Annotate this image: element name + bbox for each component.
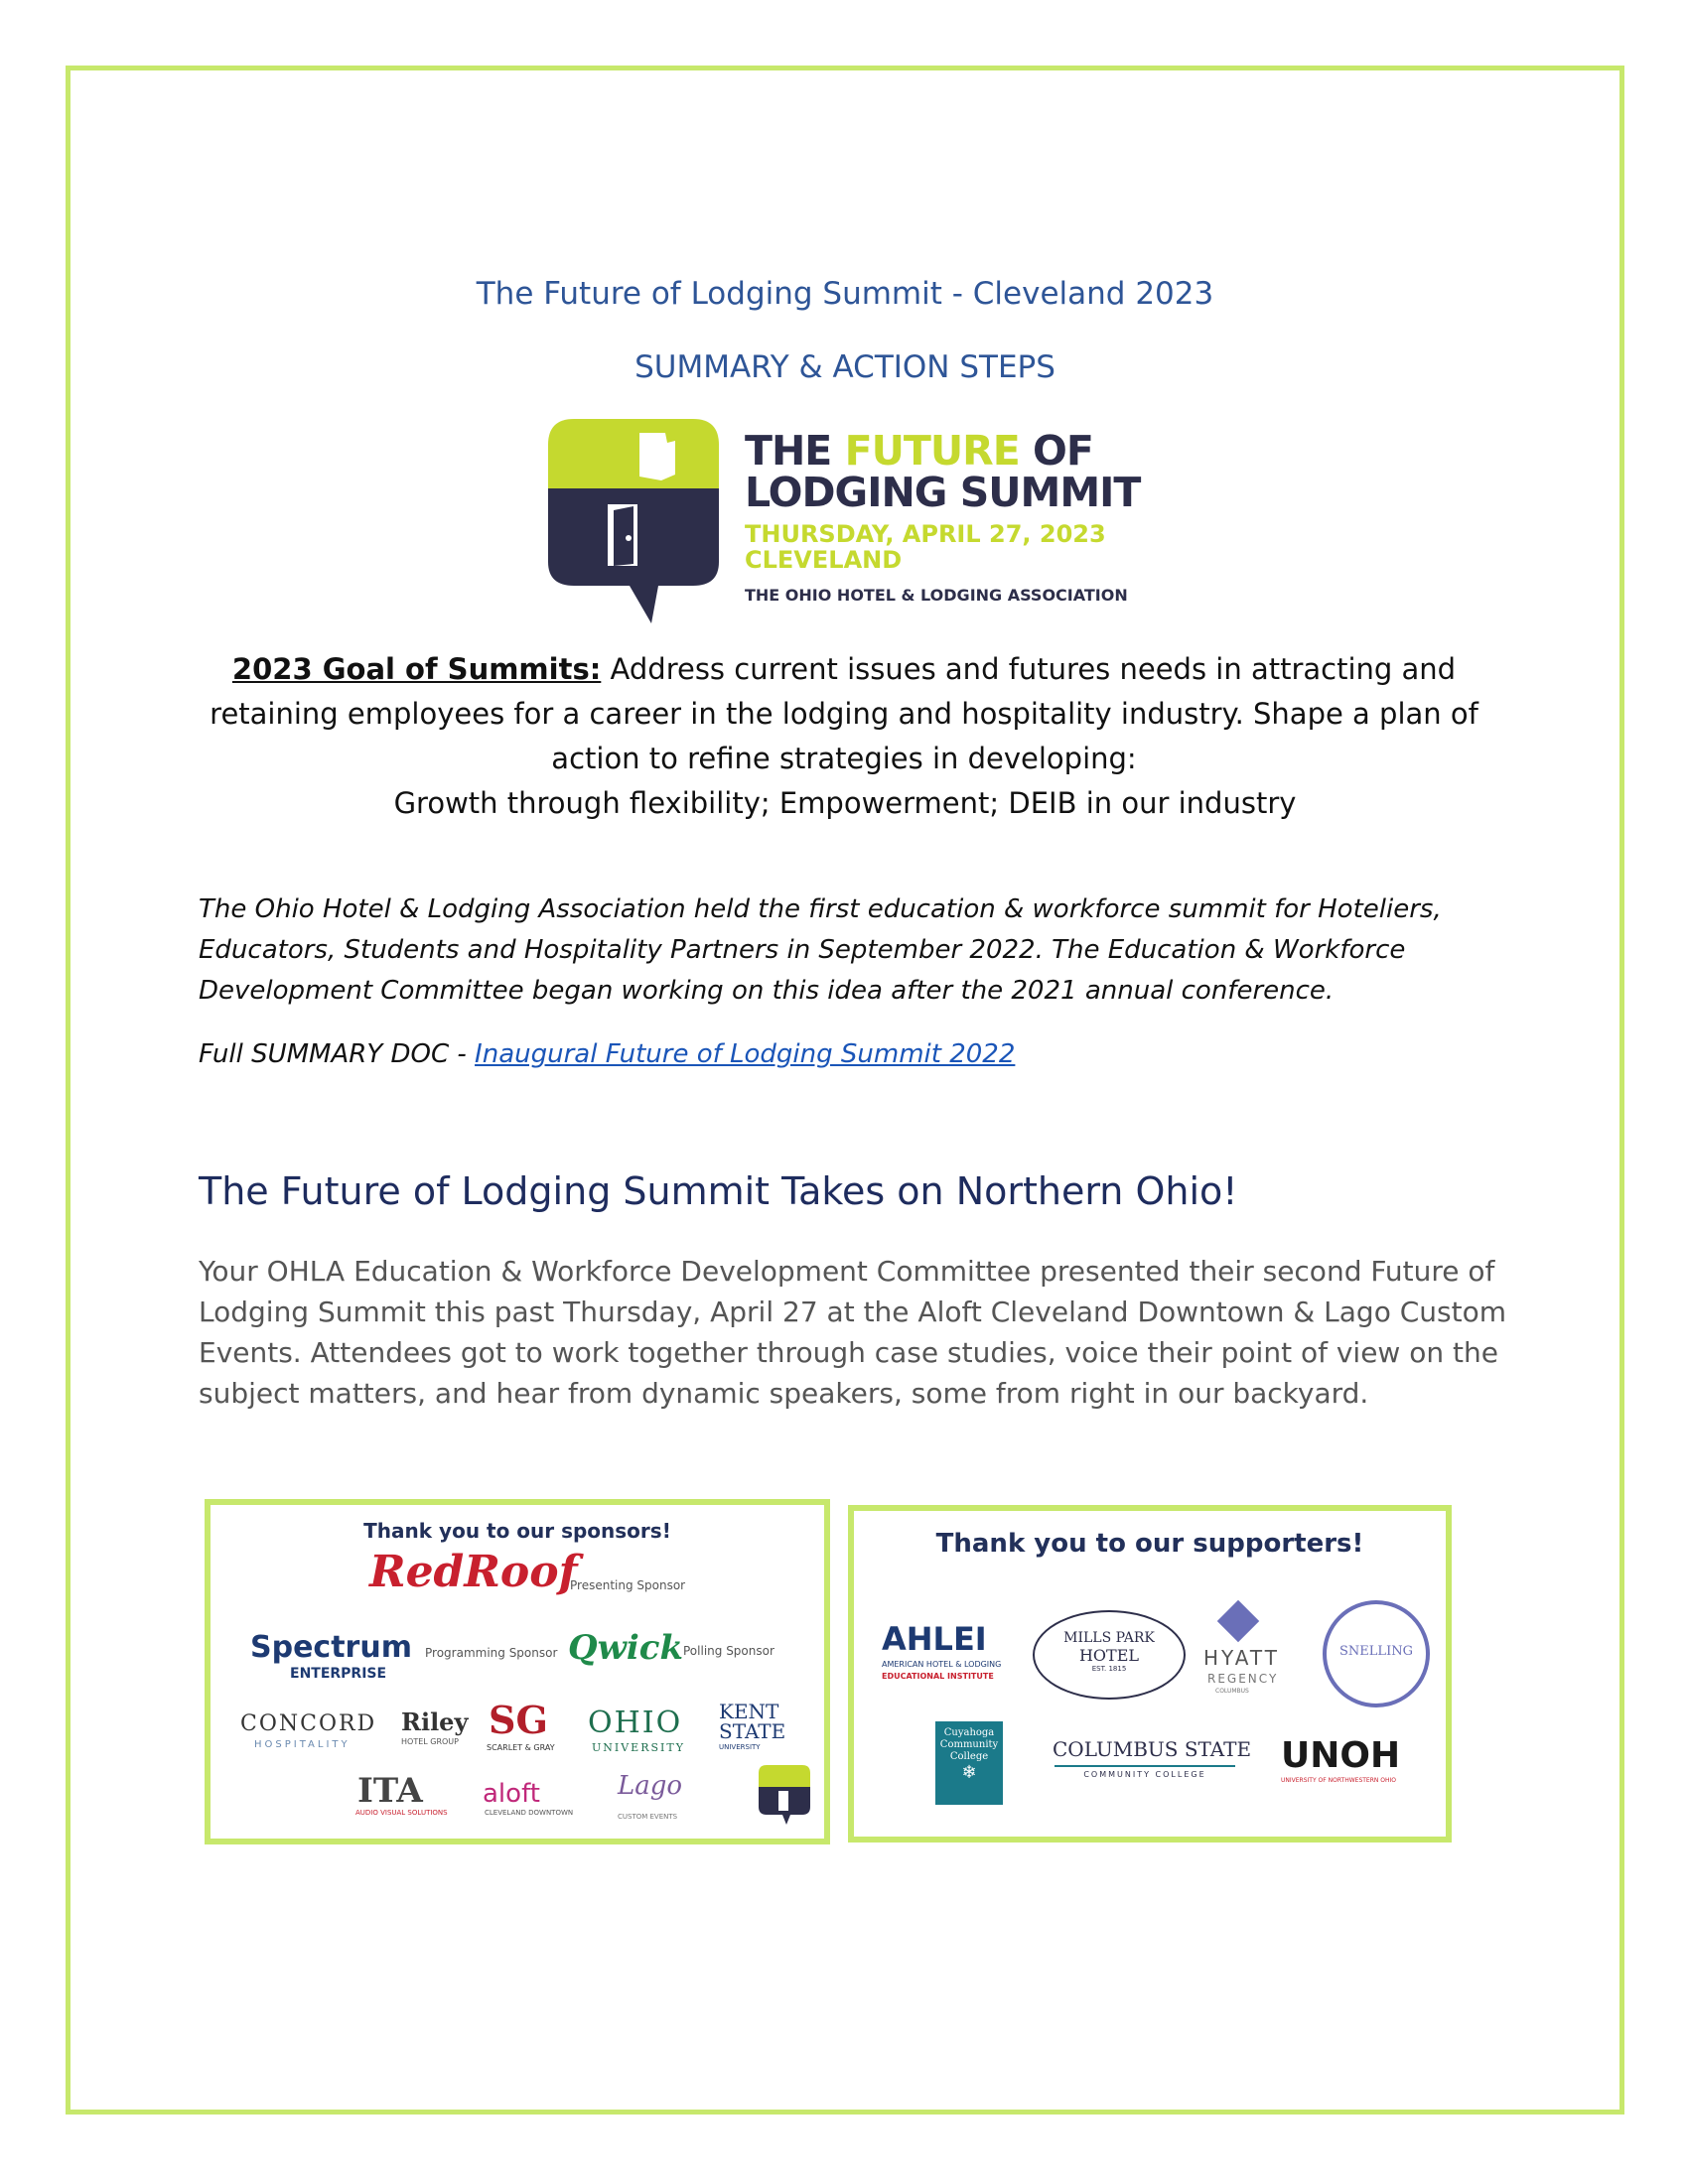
supporters-panel: [848, 1505, 1452, 1843]
lago-logo: Lago: [618, 1771, 683, 1801]
intro-line-1: The Ohio Hotel & Lodging Association held the first education & workforce summit for Hoteliers,: [199, 894, 1442, 924]
riley-logo: Riley: [401, 1707, 469, 1736]
full-summary-line: [199, 1034, 1015, 1075]
presenting-sponsor-label: Presenting Sponsor: [570, 1578, 686, 1592]
supporters-title: Thank you to our supporters!: [935, 1529, 1364, 1559]
logo-line1: THE FUTURE OF: [745, 427, 1093, 475]
unoh-logo: UNOH: [1281, 1735, 1401, 1776]
summit-mini-icon: [757, 1763, 812, 1825]
columbus-state-sub: COMMUNITY COLLEGE: [1055, 1765, 1235, 1779]
aloft-sub: CLEVELAND DOWNTOWN: [485, 1809, 574, 1817]
logo-date: THURSDAY, APRIL 27, 2023: [745, 520, 1106, 548]
ahlei-logo: AHLEI: [882, 1620, 987, 1658]
ita-logo: ITA: [357, 1771, 423, 1811]
columbus-state-logo: COLUMBUS STATE: [1053, 1737, 1252, 1761]
riley-sub: HOTEL GROUP: [401, 1737, 459, 1746]
full-summary-prefix: Full SUMMARY DOC -: [199, 1039, 476, 1069]
ohio-university-sub: UNIVERSITY: [592, 1741, 685, 1754]
ita-sub: AUDIO VISUAL SOLUTIONS: [355, 1809, 448, 1817]
snelling-logo: SNELLING: [1323, 1600, 1430, 1707]
summit-logo: [544, 415, 1140, 625]
goal-focus-areas: Growth through flexibility; Empowerment; DEIB in our industry: [393, 786, 1297, 820]
logo-city: CLEVELAND: [745, 546, 903, 574]
concord-sub: HOSPITALITY: [254, 1739, 351, 1750]
section-heading: The Future of Lodging Summit Takes on Northern Ohio!: [199, 1169, 1238, 1213]
speech-bubble-door-icon: [544, 415, 723, 625]
sponsors-panel: [205, 1499, 830, 1844]
logo-line2: LODGING SUMMIT: [745, 469, 1141, 516]
hyatt-sub-2: COLUMBUS: [1215, 1688, 1249, 1695]
hyatt-diamond-icon: [1217, 1600, 1259, 1642]
ahlei-sub-1: AMERICAN HOTEL & LODGING: [882, 1660, 1002, 1669]
document-title: The Future of Lodging Summit - Cleveland 2023: [476, 276, 1214, 312]
goal-paragraph: [199, 647, 1489, 781]
polling-sponsor-label: Polling Sponsor: [683, 1644, 774, 1658]
programming-sponsor-label: Programming Sponsor: [425, 1646, 558, 1660]
spectrum-enterprise: ENTERPRISE: [290, 1666, 387, 1682]
logo-org: THE OHIO HOTEL & LODGING ASSOCIATION: [745, 586, 1128, 605]
lago-sub: CUSTOM EVENTS: [618, 1813, 678, 1821]
concord-logo: CONCORD: [240, 1711, 377, 1736]
aloft-logo: aloft: [483, 1779, 540, 1809]
kent-state-sub: UNIVERSITY: [719, 1743, 761, 1751]
scarlet-gray-sub: SCARLET & GRAY: [487, 1743, 555, 1752]
hyatt-logo: HYATT: [1203, 1646, 1280, 1670]
inaugural-summit-link[interactable]: Inaugural Future of Lodging Summit 2022: [475, 1039, 1016, 1069]
ohio-university-logo: OHIO: [588, 1706, 683, 1740]
ahlei-sub-2: EDUCATIONAL INSTITUTE: [882, 1672, 994, 1681]
section-line-2: Lodging Summit this past Thursday, April 27 at the Aloft Cleveland Downtown & Lago Custom: [199, 1296, 1506, 1328]
intro-line-3: Development Committee began working on this idea after the 2021 annual conference.: [199, 976, 1335, 1006]
goal-label: 2023 Goal of Summits:: [231, 652, 602, 686]
section-line-1: Your OHLA Education & Workforce Development Committee presented their second Future of: [199, 1255, 1495, 1288]
document-subtitle: SUMMARY & ACTION STEPS: [634, 349, 1055, 385]
scarlet-gray-logo: SG: [489, 1698, 548, 1742]
cuyahoga-logo: Cuyahoga Community College ❄: [935, 1721, 1003, 1805]
unoh-sub: UNIVERSITY OF NORTHWESTERN OHIO: [1281, 1777, 1397, 1784]
red-roof-logo: RedRoof: [369, 1547, 578, 1597]
intro-line-2: Educators, Students and Hospitality Partners in September 2022. The Education & Workforce: [199, 935, 1406, 965]
mills-park-logo: MILLS PARK HOTEL EST. 1815: [1033, 1610, 1186, 1700]
goal-text: Address current issues and futures needs in attracting and retaining employees for a career in the lodging and hospitality industry. Shape a plan of action to refine strategies in developing:: [210, 652, 1478, 775]
qwick-logo: Qwick: [568, 1628, 684, 1668]
spectrum-logo: Spectrum: [250, 1630, 412, 1665]
sponsors-title: Thank you to our sponsors!: [363, 1519, 671, 1543]
kent-state-logo: KENT STATE: [719, 1700, 786, 1743]
hyatt-sub: REGENCY: [1207, 1672, 1279, 1686]
section-line-3: Events. Attendees got to work together through case studies, voice their point of view on the: [199, 1336, 1498, 1369]
section-line-4: subject matters, and hear from dynamic speakers, some from right in our backyard.: [199, 1377, 1369, 1410]
